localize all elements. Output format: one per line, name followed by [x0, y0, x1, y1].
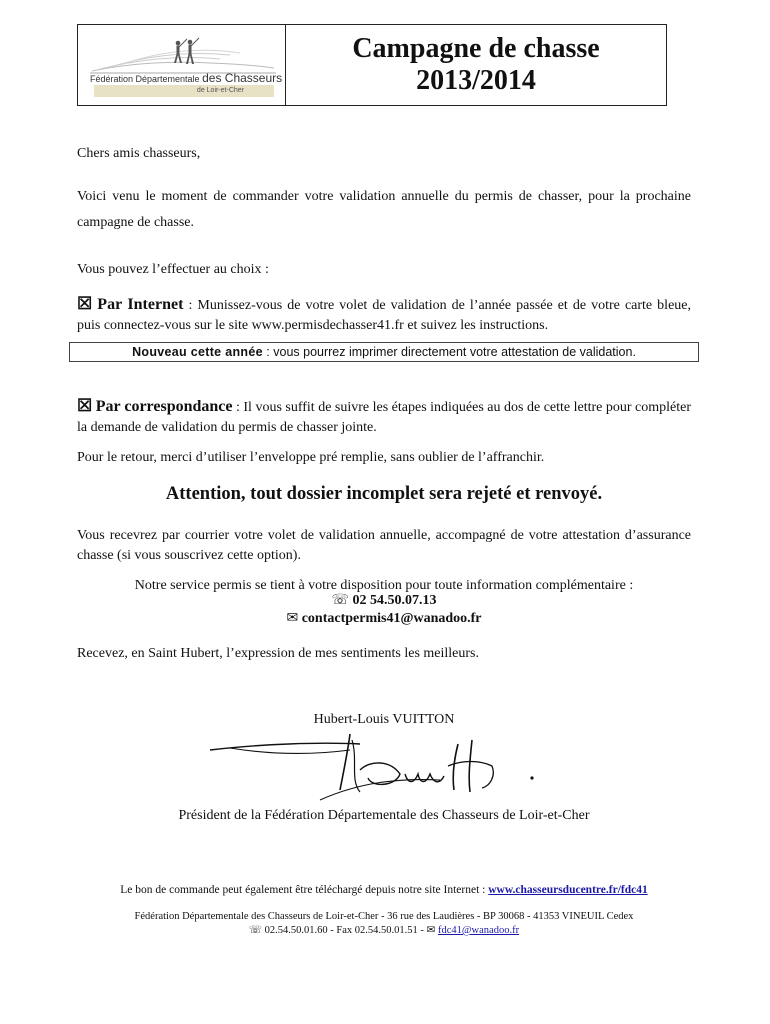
- footer-email-link[interactable]: fdc41@wanadoo.fr: [437, 925, 520, 936]
- envelope-icon: ✉: [286, 611, 299, 626]
- mail-label: Par correspondance: [95, 398, 233, 415]
- download-line: [77, 880, 691, 900]
- footer-contact: [77, 924, 691, 938]
- envelope-icon: ✉: [426, 925, 436, 936]
- signer-title: Président de la Fédération Départementale des Chasseurs de Loir-et-Cher: [178, 808, 590, 823]
- title-line-2: 2013/2014: [416, 65, 536, 96]
- choice-line: Vous pouvez l’effectuer au choix :: [77, 262, 269, 277]
- signature-icon: [200, 730, 560, 810]
- closing-line: Recevez, en Saint Hubert, l’expression de mes sentiments les meilleurs.: [77, 646, 480, 661]
- intro-paragraph: Voici venu le moment de commander votre validation annuelle du permis de chasser, pour la prochaine campagne de chasse.: [77, 189, 691, 230]
- phone-number: 02 54.50.07.13: [352, 593, 437, 608]
- phone-line: [77, 592, 691, 610]
- internet-text: : Munissez-vous de votre volet de validation de l’année passée et de votre carte bleue, puis connectez-vous sur le site www.permisdechasser41.fr et suivez les instructions.: [77, 298, 691, 333]
- email-line: [77, 610, 691, 628]
- federation-logo: [78, 25, 286, 105]
- phone-icon: ☏: [248, 925, 263, 936]
- notice-text: : vous pourrez imprimer directement votre attestation de validation.: [262, 345, 636, 359]
- checkbox-icon: ☒: [77, 396, 93, 415]
- internet-label: Par Internet: [97, 296, 184, 313]
- hunters-logo-icon: [90, 33, 276, 75]
- new-this-year-notice: [69, 342, 699, 362]
- footer-phone-fax: 02.54.50.01.60 - Fax 02.54.50.01.51 -: [264, 925, 427, 936]
- checkbox-icon: ☒: [77, 294, 93, 313]
- mail-paragraph: [77, 396, 691, 438]
- contact-block: [77, 592, 691, 628]
- download-text: Le bon de commande peut également être téléchargé depuis notre site Internet :: [120, 884, 489, 896]
- service-line: Notre service permis se tient à votre disposition pour toute information complémentaire :: [134, 578, 634, 593]
- greeting: Chers amis chasseurs,: [77, 146, 201, 161]
- phone-icon: ☏: [331, 593, 349, 608]
- website-link[interactable]: www.chasseursducentre.fr/fdc41: [488, 884, 648, 896]
- header-box: [77, 24, 667, 106]
- footer-address: Fédération Départementale des Chasseurs de Loir-et-Cher - 36 rue des Laudières - BP 30068 - 41353 VINEUIL Cedex: [134, 911, 634, 922]
- return-line: Pour le retour, merci d’utiliser l’enveloppe pré remplie, sans oublier de l’affranchir.: [77, 450, 545, 465]
- notice-label: Nouveau cette année: [132, 345, 263, 359]
- attention-warning: Attention, tout dossier incomplet sera rejeté et renvoyé.: [165, 484, 603, 504]
- logo-text: Fédération Départementale des Chasseurs: [90, 71, 283, 85]
- contact-email[interactable]: contactpermis41@wanadoo.fr: [301, 611, 482, 626]
- page-title: [286, 25, 666, 105]
- signer-name: Hubert-Louis VUITTON: [313, 712, 455, 727]
- title-line-1: Campagne de chasse: [352, 33, 600, 64]
- internet-paragraph: [77, 294, 691, 336]
- mail-text: : Il vous suffit de suivre les étapes indiquées au dos de cette lettre pour compléter la demande de validation du permis de chasser jointe.: [77, 400, 692, 435]
- logo-subtitle: de Loir-et-Cher: [94, 85, 274, 97]
- receive-paragraph: Vous recevrez par courrier votre volet de validation annuelle, accompagné de votre attestation d’assurance chasse (si vous souscrivez cette option).: [77, 528, 691, 563]
